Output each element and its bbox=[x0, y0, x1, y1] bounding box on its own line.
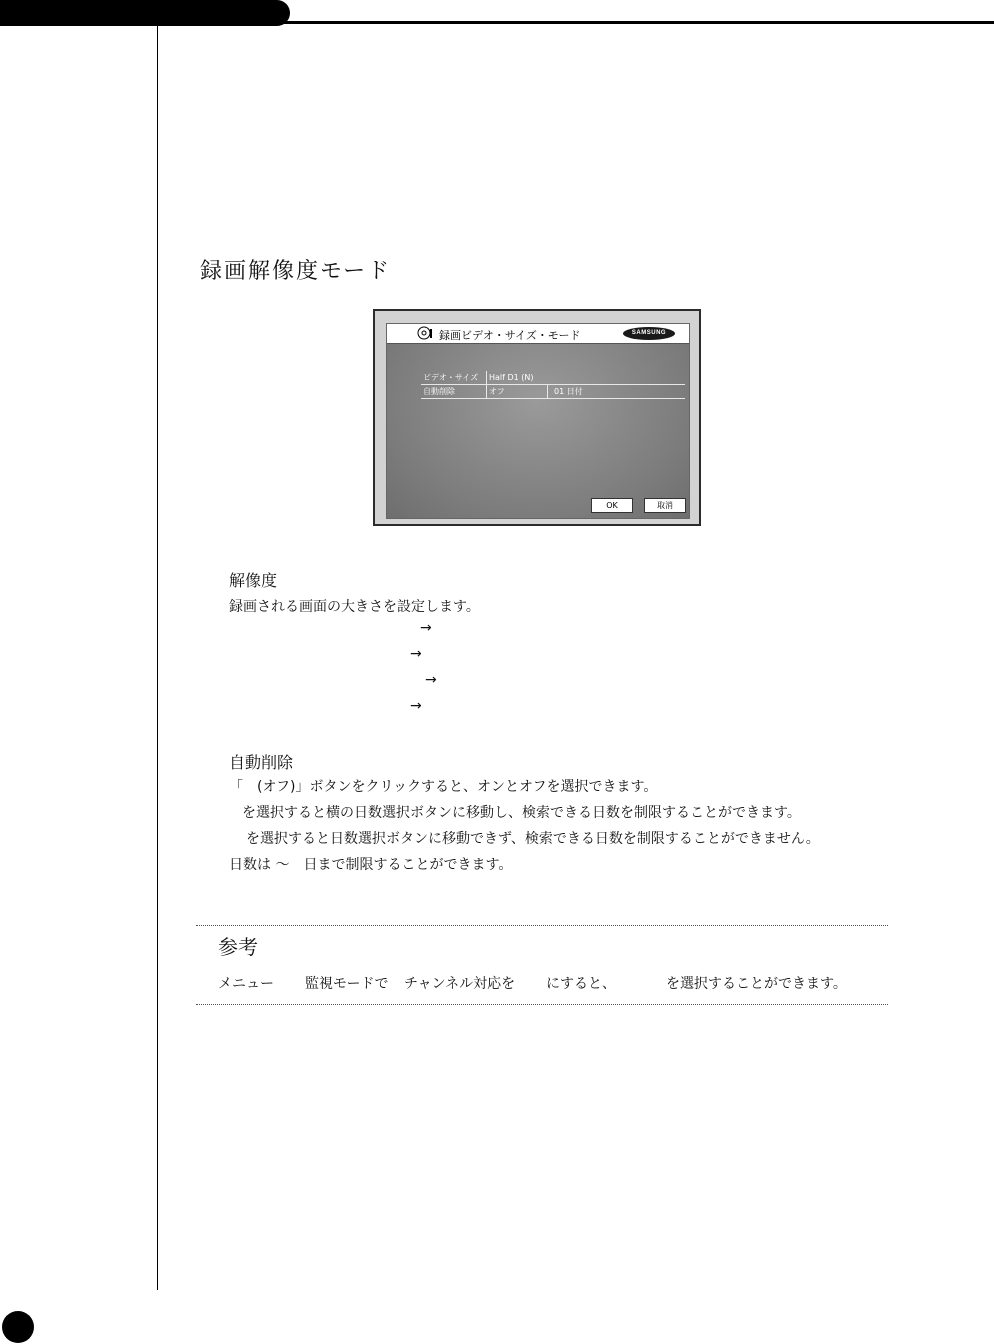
osd-settings-table bbox=[421, 371, 685, 399]
auto-delete-line-3: を選択すると日数選択ボタンに移動できず、検索できる日数を制限することができません。 bbox=[246, 831, 820, 847]
auto-delete-line-4: 日数は ～ 日まで制限することができます。 bbox=[229, 857, 513, 873]
osd-row-label: ビデオ・サイズ bbox=[421, 371, 487, 384]
page-marker-dot bbox=[2, 1311, 34, 1343]
note-segment-2: 監視モードで bbox=[305, 976, 389, 992]
resolution-heading: 解像度 bbox=[229, 571, 278, 590]
note-segment-1: メニュー bbox=[218, 976, 274, 992]
arrow-2: → bbox=[410, 646, 422, 662]
arrow-3: → bbox=[425, 672, 437, 688]
note-top-rule bbox=[196, 925, 888, 926]
days-select[interactable]: 01 日付 bbox=[554, 387, 583, 396]
osd-screenshot bbox=[373, 309, 701, 526]
note-segment-5: を選択することができます。 bbox=[666, 976, 847, 992]
video-size-value[interactable]: Half D1 (N) bbox=[489, 373, 534, 382]
osd-row-video-size[interactable] bbox=[421, 371, 685, 385]
cancel-button[interactable]: 取消 bbox=[644, 498, 686, 513]
auto-delete-line-2: を選択すると横の日数選択ボタンに移動し、検索できる日数を制限することができます。 bbox=[242, 805, 801, 821]
osd-row-label: 自動削除 bbox=[421, 385, 487, 398]
osd-panel bbox=[386, 323, 690, 519]
resolution-description: 録画される画面の大きさを設定します。 bbox=[229, 599, 480, 615]
header-rule bbox=[270, 21, 994, 24]
note-bottom-rule bbox=[196, 1004, 888, 1005]
osd-window-title: 録画ビデオ・サイズ・モード bbox=[439, 329, 581, 342]
osd-titlebar bbox=[387, 324, 689, 344]
note-segment-3: チャンネル対応を bbox=[404, 976, 516, 992]
note-title: 参考 bbox=[218, 935, 258, 959]
note-segment-4: にすると、 bbox=[546, 976, 616, 992]
arrow-4: → bbox=[410, 698, 422, 714]
auto-delete-line-1: 「 (オフ)」ボタンをクリックすると、オンとオフを選択できます。 bbox=[229, 779, 658, 795]
auto-delete-toggle[interactable]: オフ bbox=[487, 385, 548, 398]
header-bar bbox=[0, 0, 290, 26]
samsung-logo: SAMSUNG bbox=[623, 327, 675, 340]
section-title: 録画解像度モード bbox=[200, 259, 392, 284]
left-margin-rule bbox=[157, 26, 158, 1290]
disc-icon bbox=[417, 326, 435, 340]
arrow-1: → bbox=[420, 620, 432, 636]
auto-delete-heading: 自動削除 bbox=[229, 753, 294, 772]
ok-button[interactable]: OK bbox=[591, 498, 633, 513]
osd-row-auto-delete[interactable] bbox=[421, 385, 685, 399]
